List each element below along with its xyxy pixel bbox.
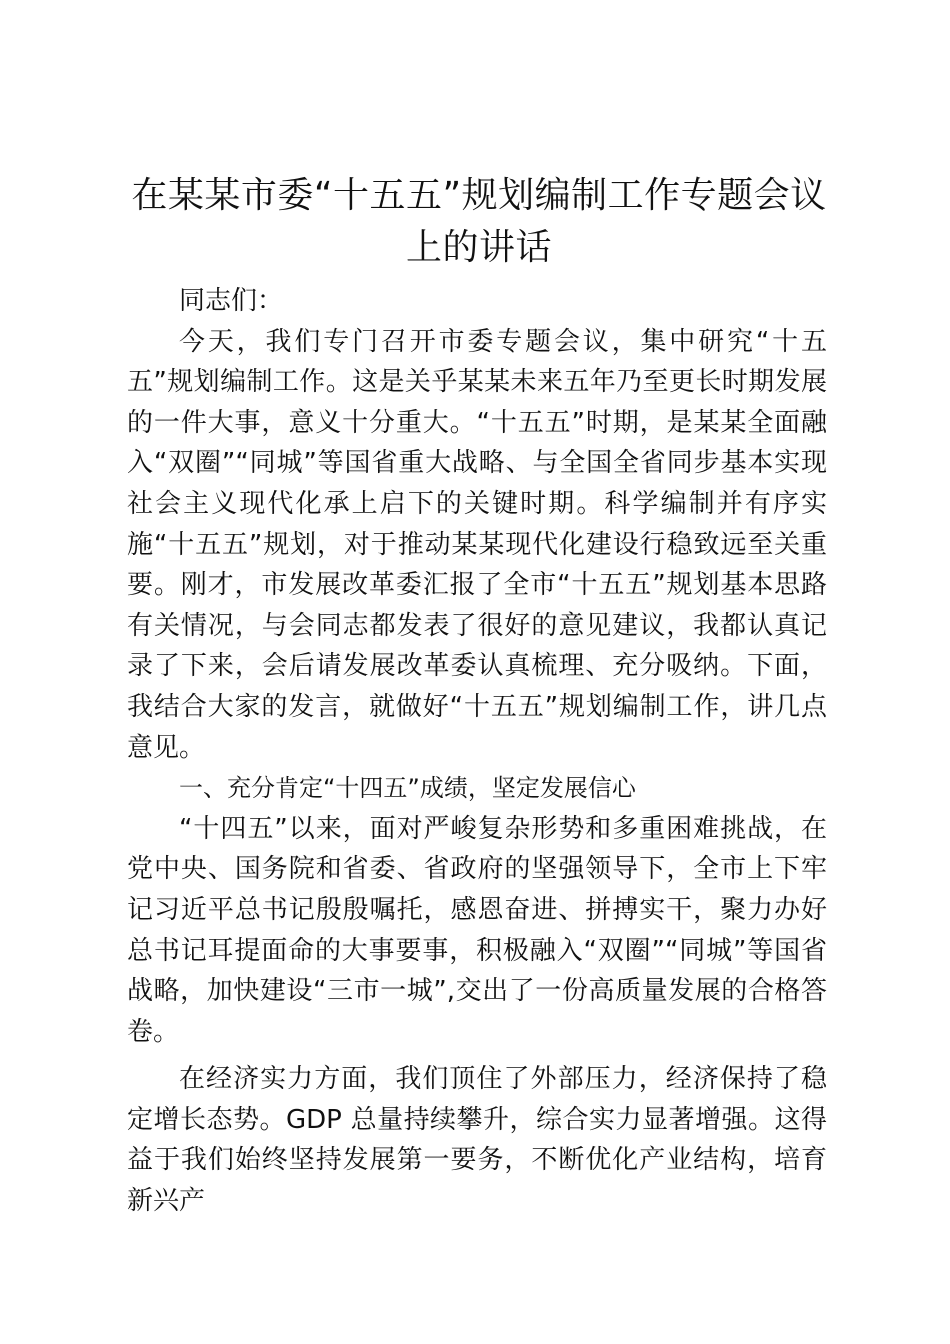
document-body (127, 281, 827, 1222)
body-paragraph: 在经济实力方面，我们顶住了外部压力，经济保持了稳定增长态势。GDP 总量持续攀升，综合实力显著增强。这得益于我们始终坚持发展第一要务，不断优化产业结构，培育新兴产 (127, 1064, 827, 1217)
document-title: 在某某市委“十五五”规划编制工作专题会议上的讲话 (131, 175, 827, 268)
body-paragraph: “十四五”以来，面对严峻复杂形势和多重困难挑战，在党中央、国务院和省委、省政府的坚强领导下，全市上下牢记习近平总书记殷殷嘱托，感恩奋进、拼搏实干，聚力办好总书记耳提面命的大事要事，积极融入“双圈”“同城”等国省战略，加快建设“三市一城”,交出了一份高质量发展的合格答卷。 (127, 813, 827, 1047)
section-heading: 一、充分肯定“十四五”成绩，坚定发展信心 (179, 774, 636, 803)
salutation: 同志们： (179, 286, 284, 316)
body-paragraph: 今天，我们专门召开市委专题会议，集中研究“十五五”规划编制工作。这是关乎某某未来五年乃至更长时期发展的一件大事，意义十分重大。“十五五”时期，是某某全面融入“双圈”“同城”等国省重大战略、与全国全省同步基本实现社会主义现代化承上启下的关键时期。科学编制并有序实施“十五五”规划，对于推动某某现代化建设行稳致远至关重要。刚才，市发展改革委汇报了全市“十五五”规划基本思路有关情况，与会同志都发表了很好的意见建议，我都认真记录了下来，会后请发展改革委认真梳理、充分吸纳。下面，我结合大家的发言，就做好“十五五”规划编制工作，讲几点意见。 (127, 326, 827, 763)
